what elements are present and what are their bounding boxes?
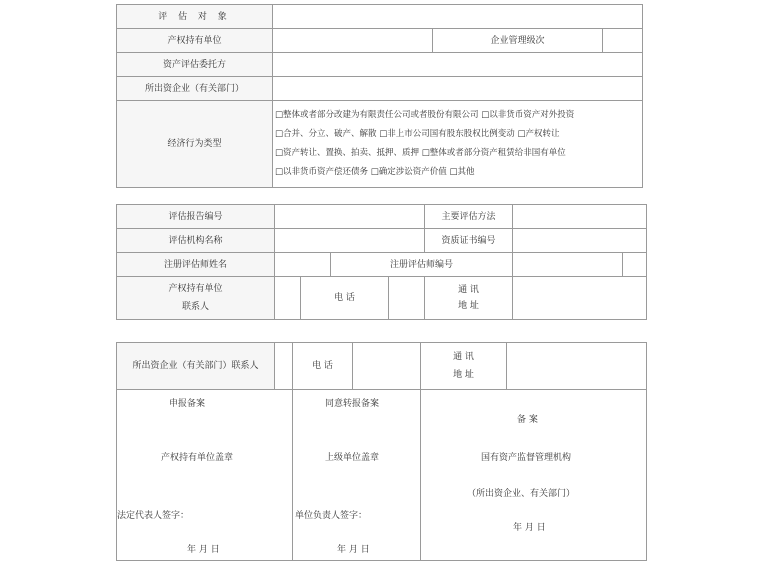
org-name-label: 评估机构名称 bbox=[117, 229, 275, 253]
address-label-line: 地 址 bbox=[453, 370, 474, 380]
phone-label: 电 话 bbox=[301, 277, 389, 320]
date-label: 年 月 日 bbox=[337, 545, 370, 555]
investor-contact-label: 所出资企业（有关部门）联系人 bbox=[117, 343, 275, 390]
mgmt-level-value[interactable] bbox=[603, 29, 643, 53]
main-method-label: 主要评估方法 bbox=[425, 205, 513, 229]
filing-table bbox=[116, 342, 647, 561]
declare-filing-cell[interactable] bbox=[117, 390, 293, 561]
filing-title: 备 案 bbox=[517, 415, 538, 425]
phone-value[interactable] bbox=[353, 343, 421, 390]
owner-unit-label: 产权持有单位 bbox=[168, 284, 223, 294]
delegator-value[interactable] bbox=[273, 53, 643, 77]
address-label bbox=[421, 343, 507, 390]
main-method-value[interactable] bbox=[513, 205, 647, 229]
forward-filing-cell[interactable] bbox=[293, 390, 421, 561]
legal-rep-sign-label: 法定代表人签字： bbox=[117, 511, 190, 521]
address-label-line: 通 讯 bbox=[453, 352, 474, 362]
delegator-label: 资产评估委托方 bbox=[117, 53, 273, 77]
owner-unit-value[interactable] bbox=[273, 29, 433, 53]
investor-value[interactable] bbox=[273, 77, 643, 101]
declare-filing-title: 申报备案 bbox=[169, 399, 206, 409]
contact-value[interactable] bbox=[275, 277, 301, 320]
eval-object-value[interactable] bbox=[273, 5, 643, 29]
mgmt-level-label: 企业管理级次 bbox=[433, 29, 603, 53]
owner-unit-label: 产权持有单位 bbox=[117, 29, 273, 53]
unit-head-sign-label: 单位负责人签字： bbox=[295, 511, 368, 521]
address-value[interactable] bbox=[513, 277, 647, 320]
filing-cell[interactable] bbox=[421, 390, 647, 561]
econ-type-option-line[interactable]: □以非货币资产偿还债务 □确定涉讼资产价值 □其他 bbox=[275, 167, 475, 177]
investor-label: 所出资企业（有关部门） bbox=[117, 77, 273, 101]
contact-label: 联系人 bbox=[181, 302, 209, 312]
econ-type-option-line[interactable]: □整体或者部分改建为有限责任公司或者股份有限公司 □以非货币资产对外投资 bbox=[275, 110, 575, 120]
econ-type-option-line[interactable]: □资产转让、置换、拍卖、抵押、质押 □整体或者部分资产租赁给非国有单位 bbox=[275, 148, 566, 158]
appraiser-name-value[interactable] bbox=[275, 253, 331, 277]
investor-note-label: （所出资企业、有关部门） bbox=[467, 489, 576, 499]
investor-contact-value[interactable] bbox=[275, 343, 293, 390]
org-name-value[interactable] bbox=[275, 229, 425, 253]
address-label-line: 地 址 bbox=[458, 301, 479, 311]
owner-contact-label bbox=[117, 277, 275, 320]
phone-value[interactable] bbox=[389, 277, 425, 320]
forward-filing-title: 同意转报备案 bbox=[325, 399, 380, 409]
date-label: 年 月 日 bbox=[513, 523, 546, 533]
appraiser-no-extra[interactable] bbox=[623, 253, 647, 277]
evaluation-object-table bbox=[116, 4, 643, 188]
cert-no-value[interactable] bbox=[513, 229, 647, 253]
date-label: 年 月 日 bbox=[187, 545, 220, 555]
owner-seal-label: 产权持有单位盖章 bbox=[161, 453, 234, 463]
appraiser-no-value[interactable] bbox=[513, 253, 623, 277]
phone-label: 电 话 bbox=[293, 343, 353, 390]
econ-type-option-line[interactable]: □合并、分立、破产、解散 □非上市公司国有股东股权比例变动 □产权转让 bbox=[275, 129, 560, 139]
appraisal-info-table bbox=[116, 204, 647, 320]
eval-object-label: 评 估 对 象 bbox=[117, 5, 273, 29]
report-no-label: 评估报告编号 bbox=[117, 205, 275, 229]
report-no-value[interactable] bbox=[275, 205, 425, 229]
superior-seal-label: 上级单位盖章 bbox=[325, 453, 380, 463]
econ-type-options[interactable] bbox=[273, 101, 643, 188]
cert-no-label: 资质证书编号 bbox=[425, 229, 513, 253]
econ-type-label: 经济行为类型 bbox=[117, 101, 273, 188]
appraiser-name-label: 注册评估师姓名 bbox=[117, 253, 275, 277]
address-label bbox=[425, 277, 513, 320]
sasac-label: 国有资产监督管理机构 bbox=[481, 453, 572, 463]
address-label-line: 通 讯 bbox=[458, 285, 479, 295]
address-value[interactable] bbox=[507, 343, 647, 390]
appraiser-no-label: 注册评估师编号 bbox=[331, 253, 513, 277]
